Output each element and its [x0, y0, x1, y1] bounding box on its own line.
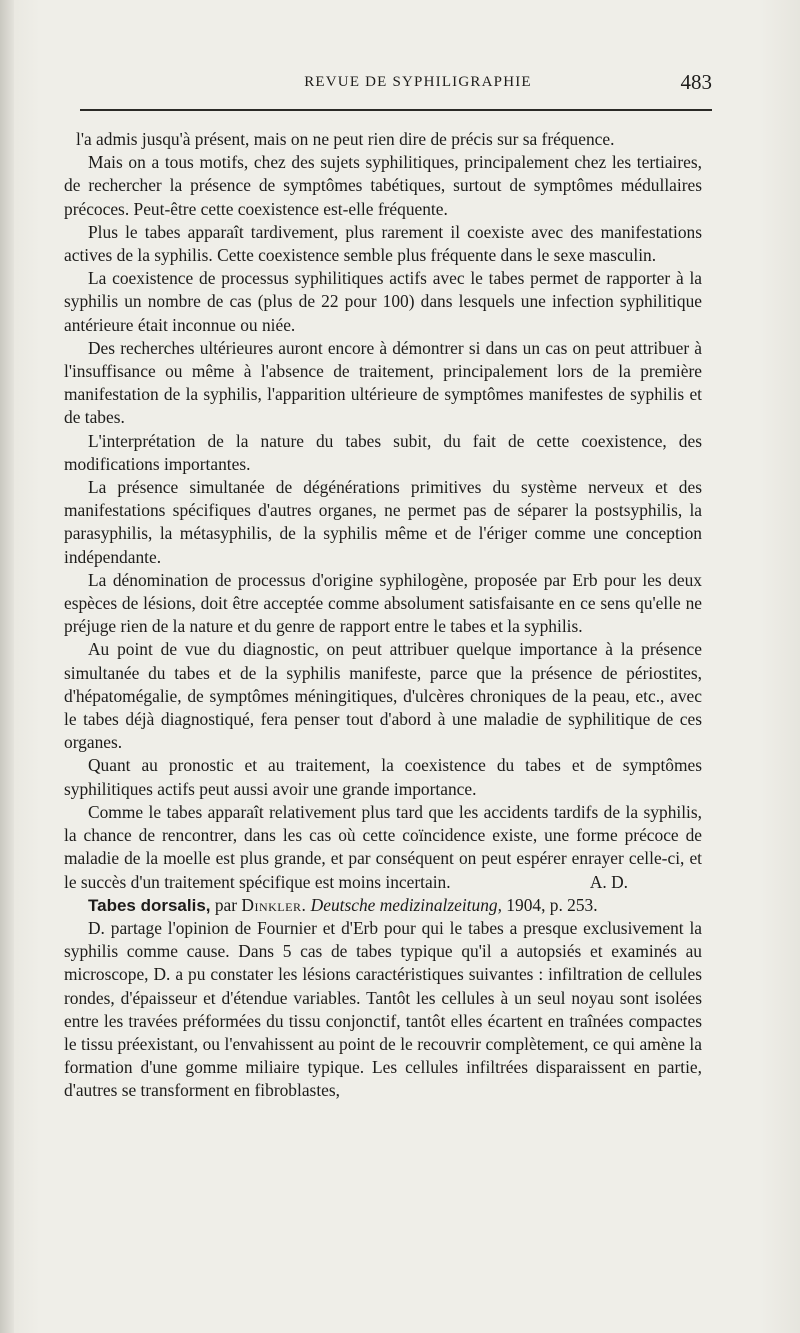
entry-citation: 1904, p. 253.: [501, 894, 598, 915]
paragraph: Des recherches ultérieures auront encore à démontrer si dans un cas on peut attribuer à l'insuffisance ou même à l'absence de traitement, principalement lors de la première manifestation de la syphilis, l'apparition ultérieure de symptômes manifestes de syphilis et de tabes.: [64, 337, 702, 428]
page-number: 483: [680, 70, 712, 94]
running-title: REVUE DE SYPHILIGRAPHIE: [304, 74, 532, 90]
entry-title: Tabes dorsalis,: [88, 895, 211, 915]
entry-author: Dinkler.: [241, 894, 307, 915]
paragraph: Plus le tabes apparaît tardivement, plus rarement il coexiste avec des manifestations actives de la syphilis. Cette coexistence semble plus fréquente dans le sexe masculin.: [64, 221, 702, 266]
paragraph: La présence simultanée de dégénérations primitives du système nerveux et des manifestations spécifiques d'autres organes, ne permet pas de séparer la postsyphilis, la parasyphilis, la métasyphilis, de la syphilis même et de l'ériger comme une conception indépendante.: [64, 477, 702, 567]
entry-heading: [64, 894, 702, 917]
article-body: [64, 128, 702, 1103]
paragraph: La dénomination de processus d'origine syphilogène, proposée par Erb pour les deux espèces de lésions, doit être acceptée comme absolument satisfaisante en ce sens qu'elle ne préjuge rien de la nature et du genre de rapport entre le tabes et la syphilis.: [64, 569, 702, 637]
page-binding-edge: [0, 0, 14, 1333]
paragraph-text: Comme le tabes apparaît relativement plus tard que les accidents tardifs de la syphilis, la chance de rencontrer, dans les cas où cette coïncidence existe, une forme précoce de maladie de la moelle est plus grande, et par conséquent on peut espérer enrayer celle-ci, et le succès d'un traitement spécifique est moins incertain.: [64, 801, 702, 892]
entry-journal: Deutsche medizinalzeitung,: [306, 894, 502, 915]
header-rule: [80, 109, 712, 111]
paragraph: L'interprétation de la nature du tabes subit, du fait de cette coexistence, des modifications importantes.: [64, 430, 702, 474]
paragraph: Mais on a tous motifs, chez des sujets syphilitiques, principalement chez les tertiaires, de rechercher la présence de symptômes tabétiques, surtout de symptômes médullaires précoces. Peut-être cette coexistence est-elle fréquente.: [64, 152, 702, 219]
page-header: [80, 72, 712, 102]
entry-by: par: [210, 894, 242, 915]
paragraph: Quant au pronostic et au traitement, la coexistence du tabes et de symptômes syphilitiques actifs peut aussi avoir une grande importance.: [64, 755, 702, 799]
paragraph: Au point de vue du diagnostic, on peut attribuer quelque importance à la présence simultanée du tabes et de la syphilis manifeste, parce que la présence de périostites, d'hépatomégalie, de symptômes méningitiques, d'ulcères chroniques de la peau, etc., avec le tabes déjà diagnostiqué, fera penser tout d'abord à une maladie de syphilitique de ces organes.: [64, 639, 702, 753]
paragraph-with-signature: [64, 801, 702, 894]
paragraph: l'a admis jusqu'à présent, mais on ne peut rien dire de précis sur sa fréquence.: [76, 129, 615, 149]
paragraph: La coexistence de processus syphilitiques actifs avec le tabes permet de rapporter à la syphilis un nombre de cas (plus de 22 pour 100) dans lesquels une infection syphilitique antérieure était inconnue ou niée.: [64, 268, 702, 335]
author-signature: A. D.: [589, 871, 628, 892]
paragraph: D. partage l'opinion de Fournier et d'Erb pour qui le tabes a presque exclusivement la syphilis comme cause. Dans 5 cas de tabes typique qu'il a autopsiés et examinés au microscope, D. a pu constater les lésions caractéristiques suivantes : infiltration de cellules rondes, d'épaisseur et d'étendue variables. Tantôt les cellules à un seul noyau sont isolées entre les travées préformées du tissu conjonctif, tantôt elles écartent en traînées compactes le tissu préexistant, ou l'envahissent au point de le recouvrir complètement, ce qui amène la formation d'une gomme miliaire typique. Les cellules infiltrées disparaissent en partie, d'autres se transforment en fibroblastes,: [64, 917, 702, 1101]
